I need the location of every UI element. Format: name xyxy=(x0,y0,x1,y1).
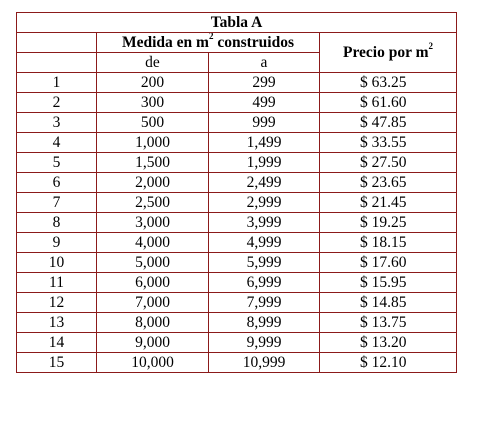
row-number-cell: 7 xyxy=(17,193,97,213)
from-cell: 9,000 xyxy=(97,333,209,353)
row-number-cell: 15 xyxy=(17,353,97,373)
blank-header-cell xyxy=(17,33,97,53)
row-number-cell: 9 xyxy=(17,233,97,253)
row-number-cell: 12 xyxy=(17,293,97,313)
price-cell: $ 14.85 xyxy=(320,293,457,313)
table-row xyxy=(17,113,457,133)
size-group-header: Medida en $m^2$ construidos xyxy=(97,33,320,53)
table-title: Tabla A xyxy=(17,13,457,33)
price-cell: $ 13.75 xyxy=(320,313,457,333)
table-row xyxy=(17,73,457,93)
price-cell: $ 12.10 xyxy=(320,353,457,373)
table-row xyxy=(17,353,457,373)
table-title-row xyxy=(17,13,457,33)
table-row xyxy=(17,313,457,333)
table-row xyxy=(17,293,457,313)
to-cell: 6,999 xyxy=(209,273,320,293)
blank-header-cell xyxy=(17,53,97,73)
row-number-cell: 1 xyxy=(17,73,97,93)
price-header: Precio por $m^2$ xyxy=(320,33,457,73)
from-cell: 1,000 xyxy=(97,133,209,153)
from-cell: 3,000 xyxy=(97,213,209,233)
table-row xyxy=(17,233,457,253)
from-cell: 2,500 xyxy=(97,193,209,213)
from-cell: 500 xyxy=(97,113,209,133)
table-row xyxy=(17,193,457,213)
row-number-cell: 11 xyxy=(17,273,97,293)
price-table xyxy=(16,12,457,373)
row-number-cell: 10 xyxy=(17,253,97,273)
price-cell: $ 27.50 xyxy=(320,153,457,173)
row-number-cell: 5 xyxy=(17,153,97,173)
superscript: 2 xyxy=(208,32,214,42)
to-cell: 999 xyxy=(209,113,320,133)
price-cell: $ 21.45 xyxy=(320,193,457,213)
to-cell: 1,499 xyxy=(209,133,320,153)
from-cell: 5,000 xyxy=(97,253,209,273)
to-cell: 4,999 xyxy=(209,233,320,253)
from-cell: 10,000 xyxy=(97,353,209,373)
to-cell: 10,999 xyxy=(209,353,320,373)
table-row xyxy=(17,153,457,173)
price-cell: $ 47.85 xyxy=(320,113,457,133)
table-body xyxy=(17,73,457,373)
to-cell: 5,999 xyxy=(209,253,320,273)
from-cell: 6,000 xyxy=(97,273,209,293)
price-cell: $ 17.60 xyxy=(320,253,457,273)
table-row xyxy=(17,173,457,193)
row-number-cell: 3 xyxy=(17,113,97,133)
table-row xyxy=(17,273,457,293)
to-cell: 8,999 xyxy=(209,313,320,333)
from-cell: 200 xyxy=(97,73,209,93)
price-cell: $ 63.25 xyxy=(320,73,457,93)
to-cell: 499 xyxy=(209,93,320,113)
to-cell: 9,999 xyxy=(209,333,320,353)
from-header: de xyxy=(97,53,209,73)
price-cell: $ 33.55 xyxy=(320,133,457,153)
table-group-header-row xyxy=(17,33,457,53)
price-cell: $ 19.25 xyxy=(320,213,457,233)
to-cell: 3,999 xyxy=(209,213,320,233)
row-number-cell: 6 xyxy=(17,173,97,193)
from-cell: 300 xyxy=(97,93,209,113)
from-cell: 1,500 xyxy=(97,153,209,173)
price-cell: $ 15.95 xyxy=(320,273,457,293)
to-cell: 2,499 xyxy=(209,173,320,193)
to-cell: 7,999 xyxy=(209,293,320,313)
to-cell: 1,999 xyxy=(209,153,320,173)
superscript: 2 xyxy=(428,41,433,52)
from-cell: 2,000 xyxy=(97,173,209,193)
price-cell: $ 23.65 xyxy=(320,173,457,193)
from-cell: 7,000 xyxy=(97,293,209,313)
table-row xyxy=(17,93,457,113)
price-cell: $ 13.20 xyxy=(320,333,457,353)
row-number-cell: 2 xyxy=(17,93,97,113)
price-cell: $ 61.60 xyxy=(320,93,457,113)
row-number-cell: 13 xyxy=(17,313,97,333)
from-cell: 4,000 xyxy=(97,233,209,253)
row-number-cell: 8 xyxy=(17,213,97,233)
table-row xyxy=(17,213,457,233)
to-cell: 2,999 xyxy=(209,193,320,213)
table-row xyxy=(17,133,457,153)
row-number-cell: 4 xyxy=(17,133,97,153)
table-row xyxy=(17,253,457,273)
row-number-cell: 14 xyxy=(17,333,97,353)
to-header: a xyxy=(209,53,320,73)
table-row xyxy=(17,333,457,353)
from-cell: 8,000 xyxy=(97,313,209,333)
to-cell: 299 xyxy=(209,73,320,93)
price-cell: $ 18.15 xyxy=(320,233,457,253)
